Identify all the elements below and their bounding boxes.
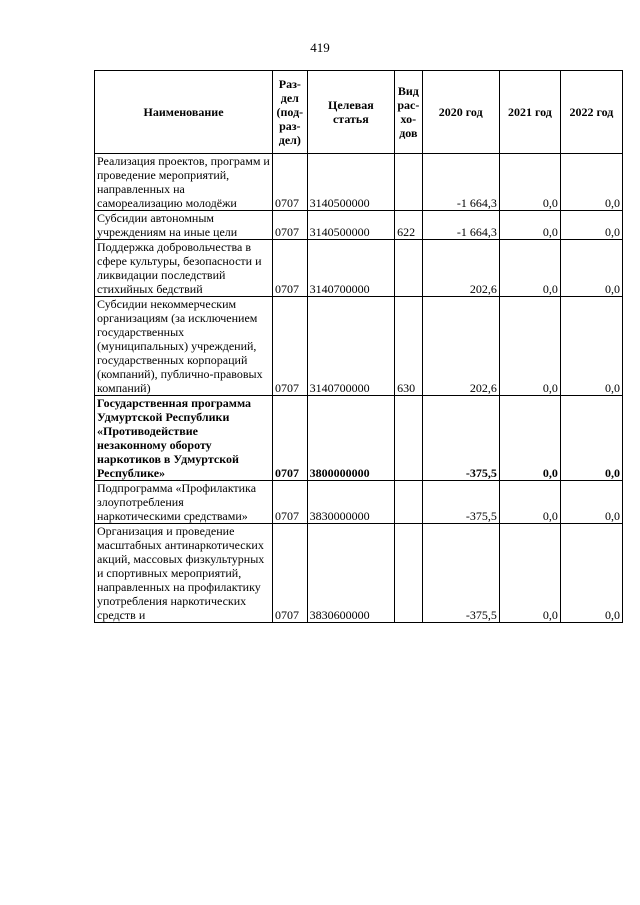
table-row	[95, 297, 623, 396]
row-2021: 0,0	[499, 524, 560, 623]
row-2022: 0,0	[560, 297, 622, 396]
row-2020: 202,6	[422, 240, 499, 297]
table-row	[95, 211, 623, 240]
table-row	[95, 524, 623, 623]
row-2021: 0,0	[499, 481, 560, 524]
row-2022: 0,0	[560, 211, 622, 240]
row-2020: -1 664,3	[422, 154, 499, 211]
row-2020: -375,5	[422, 481, 499, 524]
row-name: Организация и проведение масштабных антинаркотических акций, массовых физкультурных и спортивных мероприятий, направленных на профилактику употребления наркотических средств и	[95, 524, 273, 623]
row-expense	[395, 481, 422, 524]
header-name: Наименование	[95, 71, 273, 154]
header-2021: 2021 год	[499, 71, 560, 154]
row-expense	[395, 154, 422, 211]
row-2021: 0,0	[499, 211, 560, 240]
budget-table	[94, 70, 623, 623]
row-2022: 0,0	[560, 396, 622, 481]
row-name: Подпрограмма «Профилактика злоупотребления наркотическими средствами»	[95, 481, 273, 524]
row-target: 3140500000	[307, 211, 394, 240]
row-section: 0707	[273, 211, 308, 240]
table-row	[95, 481, 623, 524]
header-target: Целевая статья	[307, 71, 394, 154]
header-2020: 2020 год	[422, 71, 499, 154]
row-2020: -1 664,3	[422, 211, 499, 240]
row-name: Реализация проектов, программ и проведение мероприятий, направленных на самореализацию молодёжи	[95, 154, 273, 211]
row-2021: 0,0	[499, 240, 560, 297]
table-row	[95, 240, 623, 297]
row-expense	[395, 240, 422, 297]
header-expense: Вид рас- хо- дов	[395, 71, 422, 154]
row-name: Субсидии автономным учреждениям на иные цели	[95, 211, 273, 240]
row-expense	[395, 524, 422, 623]
row-2021: 0,0	[499, 297, 560, 396]
row-2022: 0,0	[560, 154, 622, 211]
table-row	[95, 396, 623, 481]
row-target: 3830600000	[307, 524, 394, 623]
row-section: 0707	[273, 297, 308, 396]
row-section: 0707	[273, 154, 308, 211]
row-2022: 0,0	[560, 481, 622, 524]
row-2021: 0,0	[499, 154, 560, 211]
row-section: 0707	[273, 396, 308, 481]
row-target: 3140500000	[307, 154, 394, 211]
row-target: 3140700000	[307, 240, 394, 297]
table-row	[95, 154, 623, 211]
row-expense: 630	[395, 297, 422, 396]
header-section: Раз- дел (под- раз- дел)	[273, 71, 308, 154]
row-target: 3800000000	[307, 396, 394, 481]
row-section: 0707	[273, 481, 308, 524]
row-2022: 0,0	[560, 524, 622, 623]
row-name: Субсидии некоммерческим организациям (за исключением государственных (муниципальных) учреждений, государственных корпораций (компаний), публично-правовых компаний)	[95, 297, 273, 396]
row-target: 3830000000	[307, 481, 394, 524]
row-section: 0707	[273, 524, 308, 623]
row-name: Поддержка добровольчества в сфере культуры, безопасности и ликвидации последствий стихийных бедствий	[95, 240, 273, 297]
header-2022: 2022 год	[560, 71, 622, 154]
row-2022: 0,0	[560, 240, 622, 297]
page-number: 419	[310, 40, 330, 55]
header-row	[95, 71, 623, 154]
row-2020: 202,6	[422, 297, 499, 396]
row-2020: -375,5	[422, 396, 499, 481]
row-section: 0707	[273, 240, 308, 297]
row-expense: 622	[395, 211, 422, 240]
row-2020: -375,5	[422, 524, 499, 623]
row-target: 3140700000	[307, 297, 394, 396]
row-2021: 0,0	[499, 396, 560, 481]
row-expense	[395, 396, 422, 481]
row-name: Государственная программа Удмуртской Республики «Противодействие незаконному обороту наркотиков в Удмуртской Республике»	[95, 396, 273, 481]
